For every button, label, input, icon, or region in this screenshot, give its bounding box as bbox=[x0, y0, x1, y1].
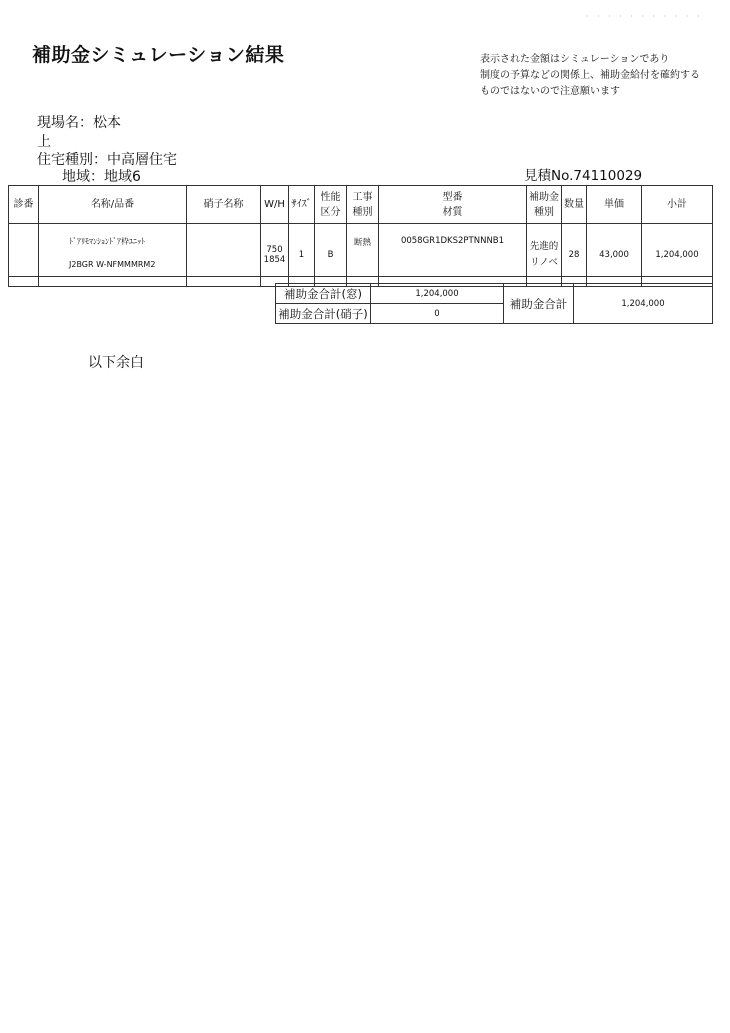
col-header-unit-price: 単価 bbox=[587, 186, 642, 224]
page-title: 補助金シミュレーション結果 bbox=[32, 44, 285, 66]
cell-qty: 28 bbox=[562, 224, 587, 287]
col-header-work-type bbox=[347, 186, 379, 224]
product-code: J2BGR W-NFMMMRM2 bbox=[69, 259, 156, 269]
col-header-name: 名称/品番 bbox=[39, 186, 187, 224]
cell-work-type: 断熱 bbox=[347, 224, 379, 287]
header-line: 型番 bbox=[442, 191, 463, 203]
cell-name bbox=[39, 224, 187, 287]
cell-model: 0058GR1DKS2PTNNNB1 bbox=[379, 224, 527, 287]
region: 地域：地域6 bbox=[62, 169, 141, 185]
header-line: 材質 bbox=[442, 206, 463, 218]
header-line: 区分 bbox=[320, 206, 341, 218]
table-header-row bbox=[9, 186, 713, 224]
table-row bbox=[9, 224, 713, 287]
cell-height: 1854 bbox=[263, 255, 286, 265]
header-line: 種別 bbox=[534, 206, 554, 218]
window-total-label: 補助金合計(窓) bbox=[276, 284, 371, 304]
header-line: 性能 bbox=[320, 191, 341, 203]
notice-line: 表示された金額はシミュレーションであり bbox=[480, 54, 670, 65]
glass-total-value: 0 bbox=[371, 304, 504, 324]
disclaimer-notice bbox=[480, 52, 720, 100]
col-header-wh: W/H bbox=[261, 186, 289, 224]
col-header-subsidy-type bbox=[527, 186, 562, 224]
subsidy-line: リノベ bbox=[530, 257, 558, 268]
notice-line: ものではないので注意願います bbox=[480, 86, 620, 97]
scan-header-noise: · · · · · · · · · · · bbox=[586, 12, 703, 18]
remainder-blank-note: 以下余白 bbox=[88, 355, 144, 371]
cell-size: 1 bbox=[289, 224, 315, 287]
header-line: 補助金 bbox=[529, 191, 559, 203]
cell-performance: B bbox=[315, 224, 347, 287]
cell-subsidy-type bbox=[527, 224, 562, 287]
site-name-continued: 上 bbox=[37, 134, 51, 150]
cell-unit-price: 43,000 bbox=[587, 224, 642, 287]
site-name: 現場名：松本 bbox=[37, 115, 121, 131]
col-header-subtotal: 小計 bbox=[642, 186, 713, 224]
col-header-performance bbox=[315, 186, 347, 224]
window-total-value: 1,204,000 bbox=[371, 284, 504, 304]
col-header-qty: 数量 bbox=[562, 186, 587, 224]
cell-wh bbox=[261, 224, 289, 287]
header-line: 工事 bbox=[352, 191, 373, 203]
col-header-model bbox=[379, 186, 527, 224]
grand-total-value: 1,204,000 bbox=[574, 284, 713, 324]
subsidy-line: 先進的 bbox=[529, 241, 559, 252]
col-header-glass: 硝子名称 bbox=[187, 186, 261, 224]
cell-subtotal: 1,204,000 bbox=[642, 224, 713, 287]
estimate-table bbox=[8, 185, 713, 287]
col-header-size: ｻｲｽﾞ bbox=[289, 186, 315, 224]
housing-type: 住宅種別：中高層住宅 bbox=[37, 152, 177, 168]
notice-line: 制度の予算などの関係上、補助金給付を確約する bbox=[480, 70, 700, 81]
product-name: ﾄﾞｱﾘﾓﾏﾝｼｮﾝﾄﾞｱ枠ﾕﾆｯﾄ bbox=[69, 236, 145, 246]
header-line: 種別 bbox=[352, 206, 373, 218]
subsidy-summary-table bbox=[275, 283, 713, 324]
cell-no bbox=[9, 224, 39, 287]
table-bottom-rule bbox=[8, 276, 712, 277]
grand-total-label: 補助金合計 bbox=[504, 284, 574, 324]
cell-glass bbox=[187, 224, 261, 287]
summary-row-window bbox=[276, 284, 713, 304]
quote-number: 見積No.74110029 bbox=[524, 168, 643, 184]
glass-total-label: 補助金合計(硝子) bbox=[276, 304, 371, 324]
cell-width: 750 bbox=[266, 245, 283, 255]
col-header-no: 診番 bbox=[9, 186, 39, 224]
